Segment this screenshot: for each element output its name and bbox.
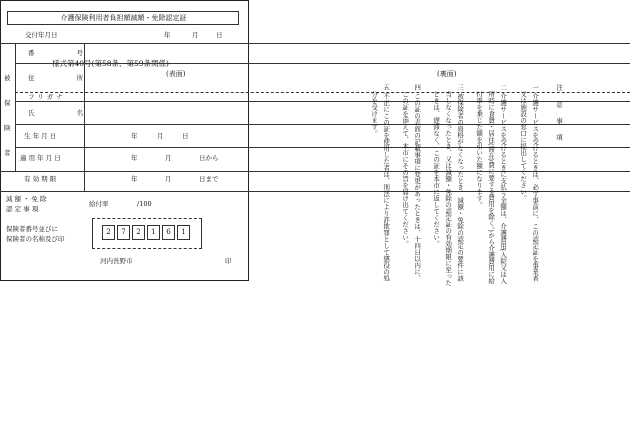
insured-char-4: 者 xyxy=(4,149,11,157)
insurer-digit: 7 xyxy=(117,225,130,240)
insurer-label-1: 保険者番号並びに xyxy=(6,225,58,233)
note-line: 付率を乗じた額を引いた額になります。 xyxy=(475,91,484,208)
seal-mark: 印 xyxy=(225,257,232,265)
note-line: この証を添えて、本市にその旨を届け出てください。 xyxy=(401,91,410,247)
back-side-label: (裏面) xyxy=(437,70,457,78)
insurer-name: 河内長野市 xyxy=(100,257,133,265)
note-line: 一 介護サービスを受けるときは、必ず事前に、この認定証を事業者 xyxy=(531,84,540,282)
card-title: 介護保険利用者負担額減額・免除認定証 xyxy=(60,14,187,22)
issue-month: 月 xyxy=(192,31,199,39)
front-side-label: (表面) xyxy=(166,70,186,78)
insured-char-1: 被 xyxy=(4,74,11,82)
note-line: 四 この証の表面の記載事項に変更があったときは、十四日以内に、 xyxy=(413,84,422,282)
insurer-digit: 2 xyxy=(102,225,115,240)
reduction-label-2: 認 定 事 項 xyxy=(6,205,39,213)
birth-day: 日 xyxy=(182,132,189,140)
applicable-from: 日から xyxy=(199,154,219,162)
birth-month: 月 xyxy=(157,132,164,140)
insurer-digit: 2 xyxy=(132,225,145,240)
note-line: 五 不正にこの証を使用した者は、刑法により詐欺罪として懲役の処 xyxy=(382,84,391,282)
applicable-year: 年 xyxy=(131,154,138,162)
valid-month: 月 xyxy=(165,175,172,183)
label-number: 番 号 xyxy=(28,49,84,57)
valid-year: 年 xyxy=(131,175,138,183)
label-valid-until: 有 効 期 限 xyxy=(24,175,57,183)
label-furigana: フリガナ xyxy=(28,93,66,101)
note-line: 当しなくなったとき、又は減額・免除の認定証の有効期限に至った xyxy=(444,91,453,286)
insurer-digit: 6 xyxy=(162,225,175,240)
notes-heading: 注 意 事 項 xyxy=(555,84,563,145)
insurer-digit: 1 xyxy=(147,225,160,240)
label-applicable-date: 適 用 年 月 日 xyxy=(20,154,61,162)
insurer-label-2: 保険者の名称及び印 xyxy=(6,235,65,243)
label-name: 氏 名 xyxy=(28,109,84,117)
front-card xyxy=(0,0,249,281)
note-line: ときは、遅滞なく、この証を本市に返してください。 xyxy=(432,91,441,247)
valid-until-suffix: 日まで xyxy=(199,175,219,183)
issue-day: 日 xyxy=(216,31,223,39)
insurer-digit: 1 xyxy=(177,225,190,240)
label-address: 住 所 xyxy=(28,74,84,82)
applicable-month: 月 xyxy=(165,154,172,162)
birth-year: 年 xyxy=(131,132,138,140)
issue-date-label: 交付年月日 xyxy=(25,31,58,39)
benefit-rate-value: /100 xyxy=(137,200,152,208)
form-number: 様式第40号(第58条、第59条関係) xyxy=(52,59,169,68)
insured-char-2: 保 xyxy=(4,99,11,107)
note-line: 又は施設の窓口に提出してください。 xyxy=(519,91,528,202)
note-line: 所時に食費・居住(滞在)費に要する費用を除く。)から介護費用に給 xyxy=(487,91,496,284)
note-line: 三 被保険者の資格がなくなったとき、減額・免除の認定の要件に該 xyxy=(456,84,465,282)
note-line: 二 介護サービスを受けるときに支払う金額は、介護費用(入院又は入 xyxy=(499,84,508,284)
note-line: 分を受けます。 xyxy=(370,91,379,137)
issue-year: 年 xyxy=(164,31,171,39)
reduction-label-1: 減額・免除 xyxy=(6,195,49,203)
insured-char-3: 険 xyxy=(4,124,11,132)
label-birth-date: 生 年 月 日 xyxy=(24,132,57,140)
benefit-rate-label: 給付率 xyxy=(89,200,109,208)
